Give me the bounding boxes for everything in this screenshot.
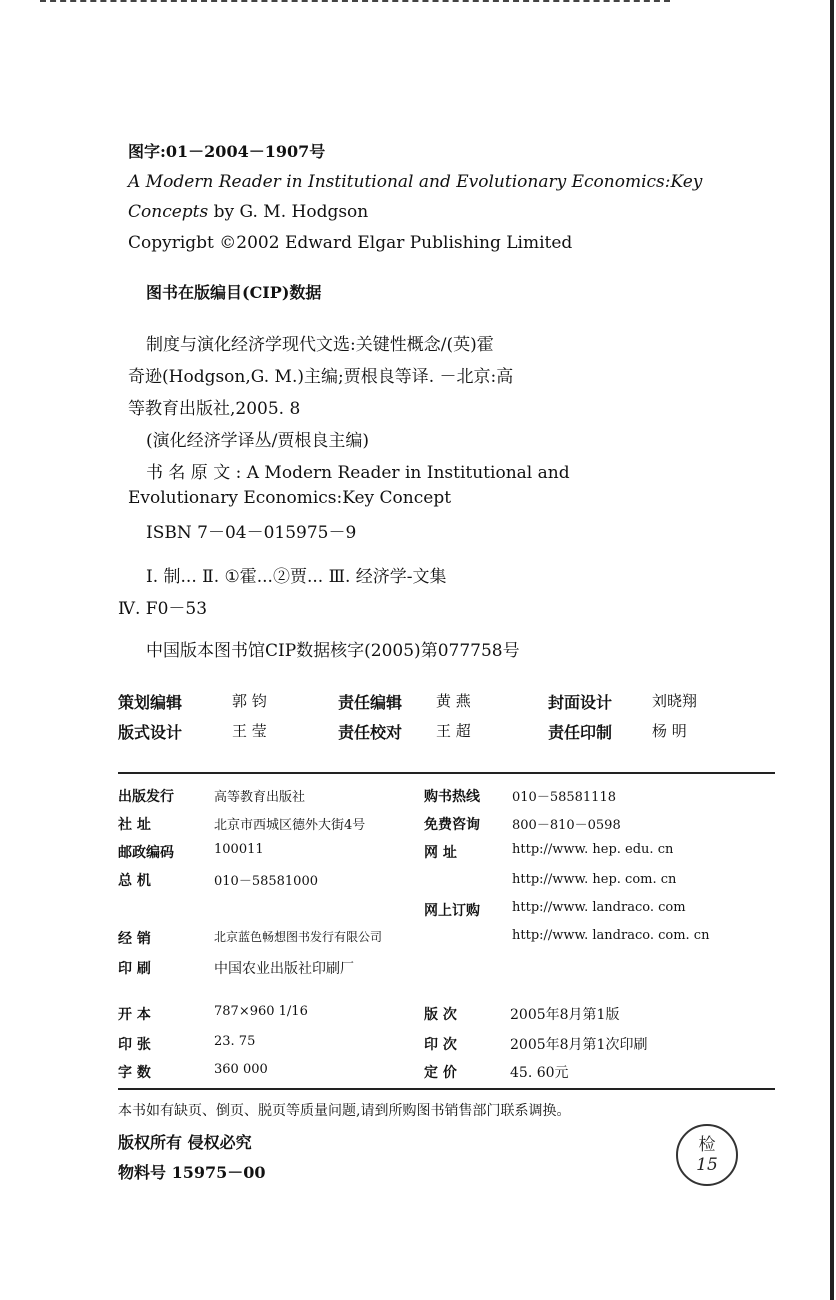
cip-line-6: Evolutionary Economics:Key Concept — [128, 488, 452, 508]
english-author: by G. M. Hodgson — [213, 202, 369, 222]
online-order-link[interactable]: http://www. landraco. com — [512, 900, 686, 915]
hotline-label: 购书热线 — [424, 789, 480, 805]
edition-label: 版 次 — [424, 1007, 457, 1023]
staff-name: 王 超 — [436, 722, 471, 740]
contract-number: 图字:01－2004－1907号 — [128, 142, 326, 161]
staff-name: 刘晓翔 — [652, 692, 698, 710]
website-link[interactable]: http://www. hep. edu. cn — [512, 842, 674, 857]
cip-isbn: ISBN 7－04－015975－9 — [146, 523, 357, 543]
printer-value: 中国农业出版社印刷厂 — [214, 961, 354, 977]
word-count-value: 360 000 — [214, 1062, 268, 1077]
format-label: 开 本 — [118, 1007, 151, 1023]
staff-name: 杨 明 — [652, 722, 687, 740]
cip-line-5: 书 名 原 文 : A Modern Reader in Institutional and — [146, 463, 570, 483]
cip-class-number: Ⅳ. F0－53 — [118, 599, 208, 619]
address-value: 北京市西城区德外大街4号 — [214, 818, 366, 833]
postcode-label: 邮政编码 — [118, 845, 174, 861]
price-label: 定 价 — [424, 1065, 457, 1081]
stamp-char: 检 — [698, 1135, 716, 1155]
switchboard-label: 总 机 — [118, 873, 151, 889]
printing-value: 2005年8月第1次印刷 — [510, 1037, 648, 1053]
cip-heading: 图书在版编目(CIP)数据 — [146, 283, 322, 302]
edition-value: 2005年8月第1版 — [510, 1007, 620, 1023]
staff-label: 责任编辑 — [338, 693, 403, 712]
staff-label: 版式设计 — [118, 723, 183, 742]
publisher-rule-bottom — [118, 1088, 775, 1090]
printer-label: 印 刷 — [118, 961, 151, 977]
english-title-line-1: A Modern Reader in Institutional and Evolutionary Economics:Key — [128, 172, 703, 192]
distributor-label: 经 销 — [118, 931, 151, 947]
inspection-stamp — [676, 1124, 738, 1186]
sheets-value: 23. 75 — [214, 1034, 256, 1049]
distributor-value: 北京蓝色畅想图书发行有限公司 — [214, 930, 383, 944]
staff-label: 策划编辑 — [118, 693, 183, 712]
staff-name: 黄 燕 — [436, 692, 471, 710]
publisher-rule-top — [118, 772, 775, 774]
switchboard-value: 010－58581000 — [214, 874, 318, 889]
english-title-line-2 — [128, 202, 368, 222]
cip-line-3: 等教育出版社,2005. 8 — [128, 399, 301, 419]
english-title-concepts: Concepts — [128, 202, 209, 222]
sheets-label: 印 张 — [118, 1037, 151, 1053]
address-label: 社 址 — [118, 817, 151, 833]
cip-classification: Ⅰ. 制... Ⅱ. ①霍...②贾... Ⅲ. 经济学-文集 — [146, 567, 447, 587]
rights-reserved: 版权所有 侵权必究 — [118, 1133, 252, 1152]
cip-line-4: (演化经济学译丛/贾根良主编) — [146, 431, 369, 451]
staff-label: 封面设计 — [548, 693, 613, 712]
quality-notice: 本书如有缺页、倒页、脱页等质量问题,请到所购图书销售部门联系调换。 — [118, 1103, 571, 1119]
staff-label: 责任校对 — [338, 723, 403, 742]
publisher-label: 出版发行 — [118, 789, 174, 805]
cip-line-1: 制度与演化经济学现代文选:关键性概念/(英)霍 — [146, 335, 494, 355]
hotline-value: 010－58581118 — [512, 790, 616, 805]
postcode-value: 100011 — [214, 842, 264, 857]
scan-edge-top — [40, 0, 670, 5]
staff-label: 责任印制 — [548, 723, 613, 742]
copyright-line: Copyrigbt ©2002 Edward Elgar Publishing Limited — [128, 233, 573, 253]
format-value: 787×960 1/16 — [214, 1004, 308, 1019]
price-value: 45. 60元 — [510, 1065, 569, 1081]
online-order-label: 网上订购 — [424, 903, 480, 919]
online-order-link[interactable]: http://www. landraco. com. cn — [512, 928, 710, 943]
staff-name: 王 莹 — [232, 722, 267, 740]
material-number: 物料号 15975－00 — [118, 1163, 266, 1182]
website-label: 网 址 — [424, 845, 457, 861]
word-count-label: 字 数 — [118, 1065, 151, 1081]
publisher-value: 高等教育出版社 — [214, 790, 306, 805]
free-consult-label: 免费咨询 — [424, 817, 480, 833]
staff-name: 郭 钧 — [232, 692, 267, 710]
free-consult-value: 800－810－0598 — [512, 818, 621, 833]
printing-label: 印 次 — [424, 1037, 457, 1053]
scan-edge-right — [830, 0, 834, 1300]
website-link[interactable]: http://www. hep. com. cn — [512, 872, 677, 887]
cip-record-number: 中国版本图书馆CIP数据核字(2005)第077758号 — [146, 641, 520, 661]
cip-line-2: 奇逊(Hodgson,G. M.)主编;贾根良等译. －北京:高 — [128, 367, 514, 387]
stamp-number: 15 — [696, 1155, 718, 1175]
